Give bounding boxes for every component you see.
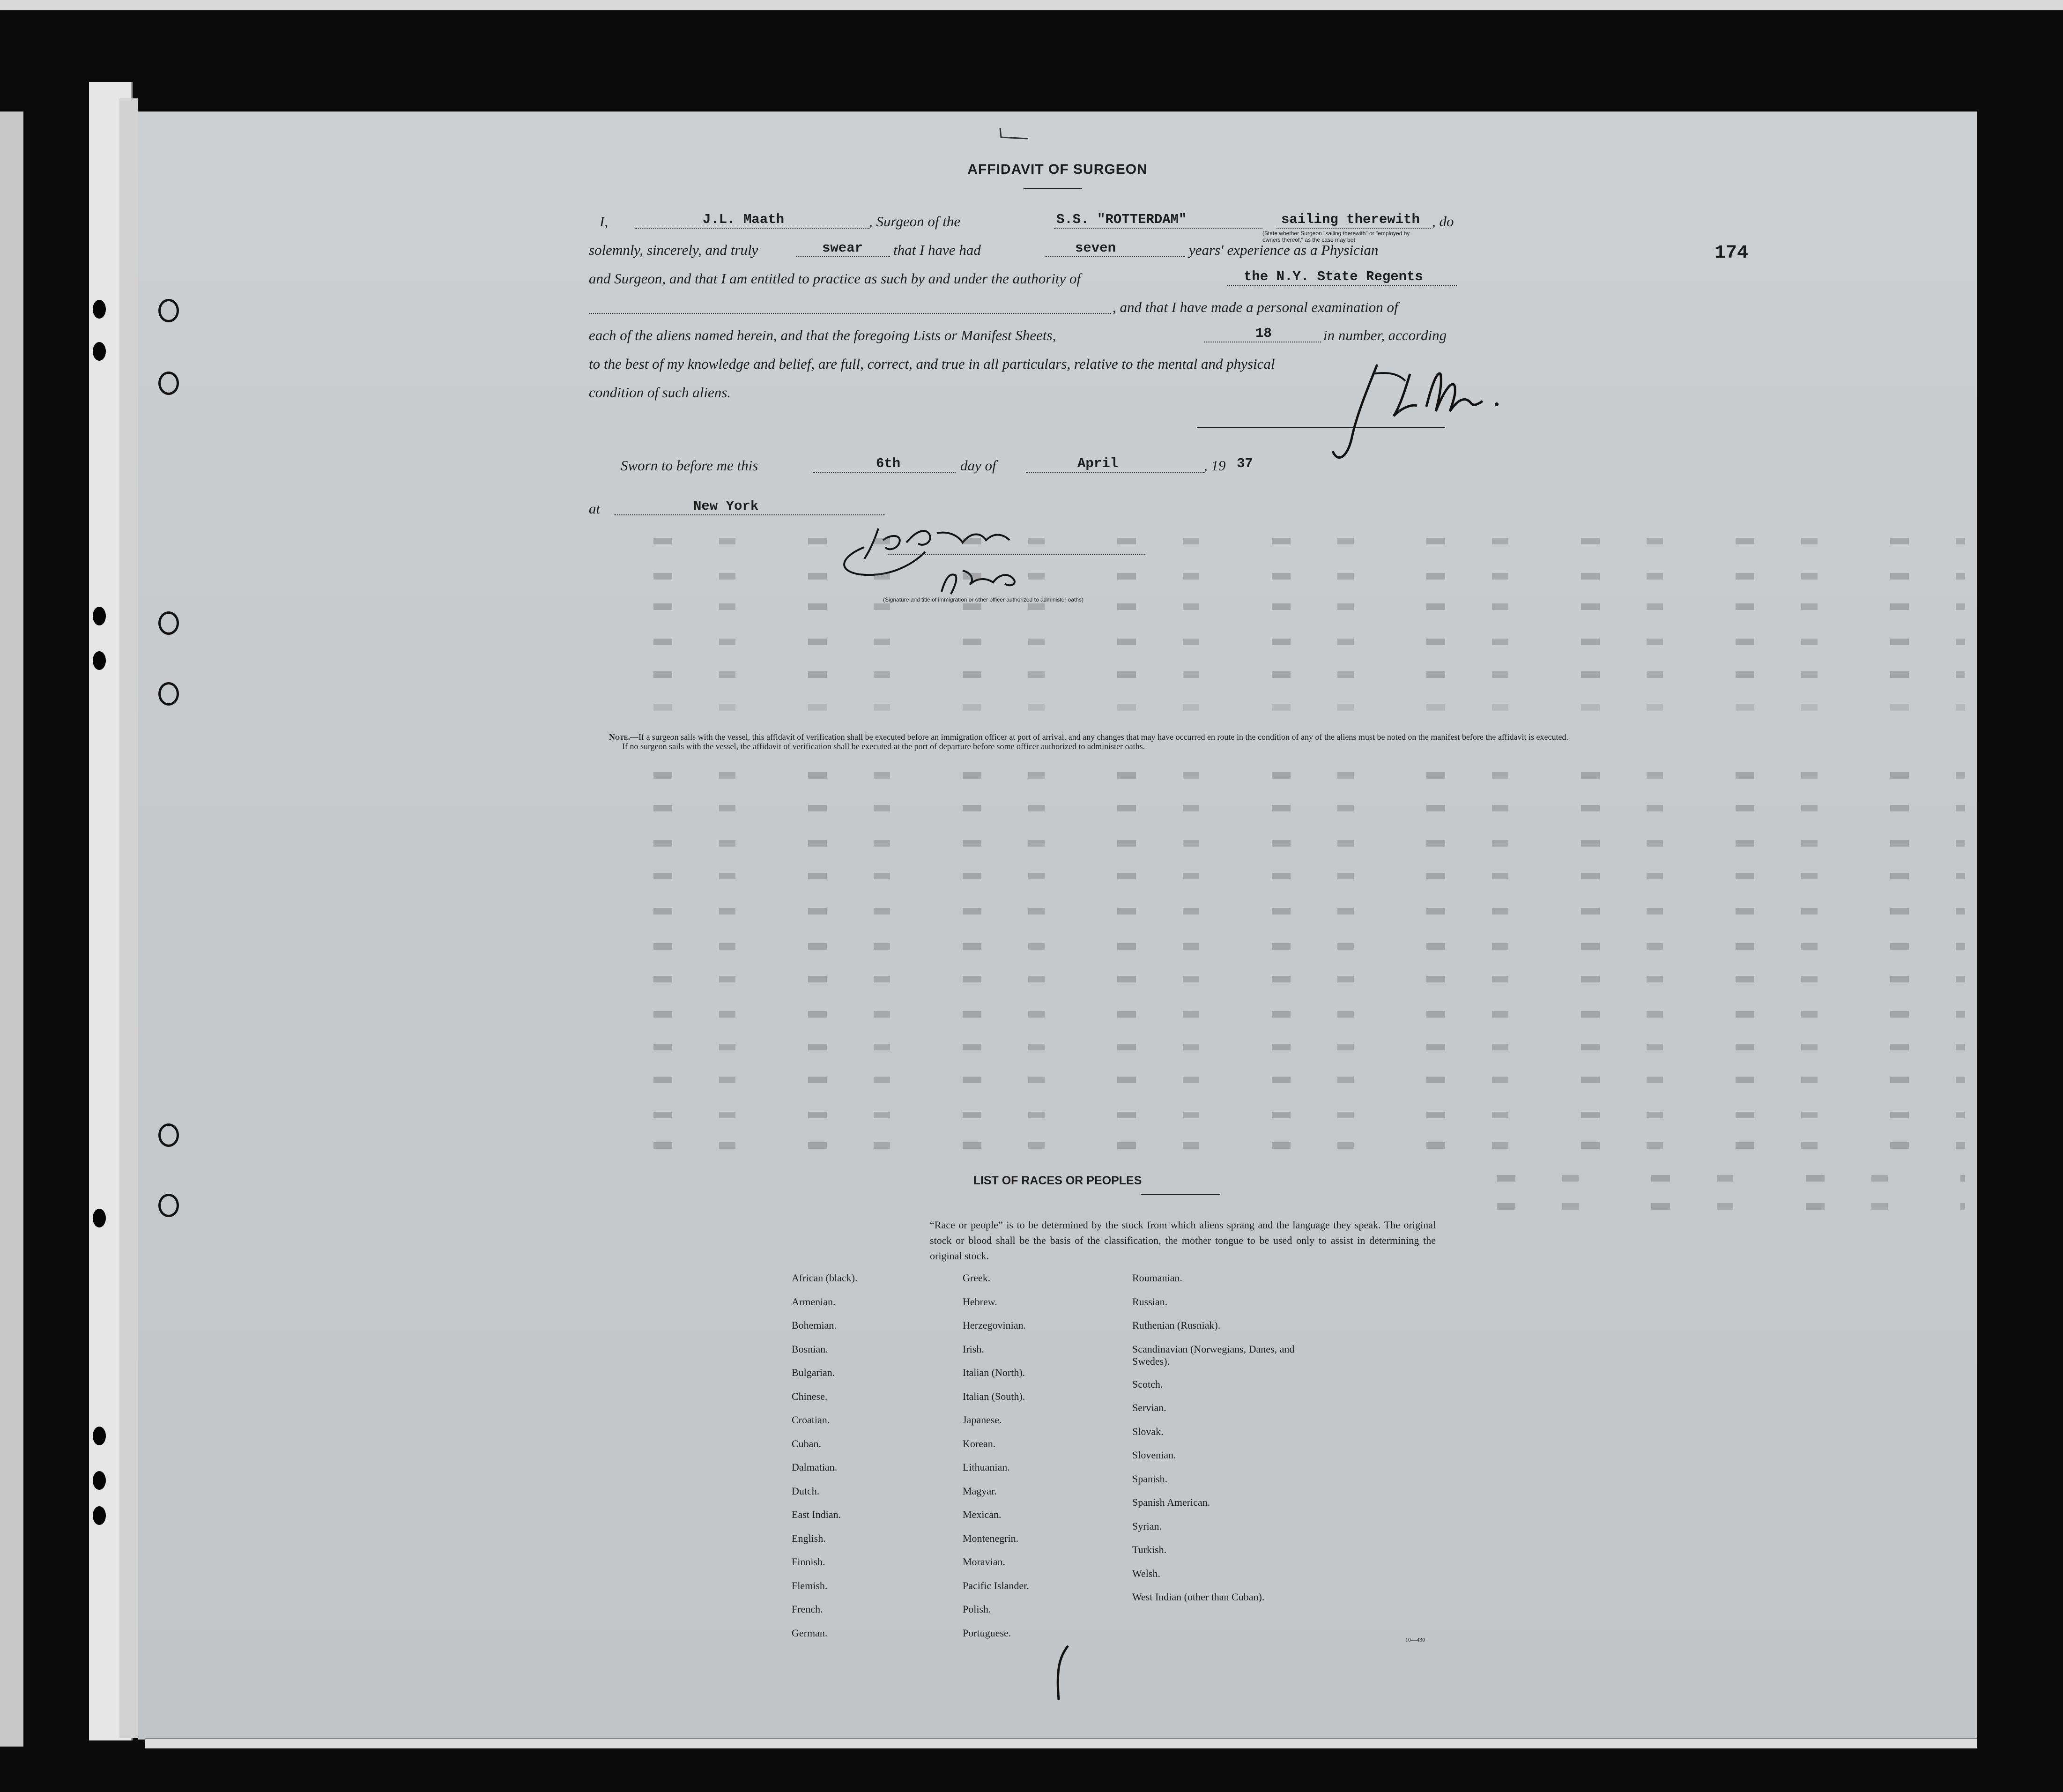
bleed-through-row: [653, 704, 1965, 711]
race-item: French.: [792, 1603, 823, 1615]
race-item: Mexican.: [963, 1509, 1002, 1520]
line6: to the best of my knowledge and belief, are full, correct, and true in all particulars, relative to the mental and physical: [589, 356, 1275, 372]
race-item: Ruthenian (Rusniak).: [1132, 1319, 1221, 1331]
surgeon-name-line: [635, 228, 869, 229]
race-item: Moravian.: [963, 1556, 1006, 1568]
line2-prefix: solemnly, sincerely, and truly: [589, 242, 758, 258]
race-item: East Indian.: [792, 1509, 841, 1520]
pen-mark: [1052, 1643, 1080, 1709]
at-prefix: at: [589, 500, 601, 517]
race-item: Magyar.: [963, 1485, 997, 1497]
officer-caption: (Signature and title of immigration or other officer authorized to administer oaths): [883, 596, 1083, 603]
punch-hole: [158, 682, 179, 706]
race-item: African (black).: [792, 1272, 858, 1284]
race-item: Croatian.: [792, 1414, 830, 1426]
binder-hole-dark: [93, 1471, 106, 1490]
race-item: Scotch.: [1132, 1378, 1163, 1390]
bleed-through-row: [653, 943, 1965, 950]
line1-mid: , Surgeon of the: [869, 213, 961, 230]
scan-top-border: [0, 0, 2063, 10]
officer-signature-graphic: [817, 514, 1155, 599]
years-experience: seven: [1075, 240, 1116, 256]
bleed-through-row: [653, 772, 1965, 779]
vessel-name: S.S. "ROTTERDAM": [1056, 212, 1187, 227]
line2-mid: that I have had: [893, 242, 981, 258]
punch-hole: [158, 611, 179, 635]
races-column-2: [963, 1272, 1029, 1651]
line4-suffix: , and that I have made a personal examination of: [1113, 299, 1398, 315]
note-label: Note.: [609, 732, 630, 742]
race-item: Greek.: [963, 1272, 991, 1284]
race-item: Italian (South).: [963, 1390, 1025, 1402]
bleed-through-row: [653, 805, 1965, 811]
race-item: Korean.: [963, 1437, 996, 1450]
binder-hole-dark: [93, 1427, 106, 1445]
oath-line: [796, 256, 890, 257]
adjacent-page-strip: [0, 112, 23, 1747]
race-item: Herzegovinian.: [963, 1319, 1026, 1331]
bleed-through-row: [653, 538, 1965, 544]
bleed-through-row: [653, 873, 1965, 879]
binder-hole-dark: [93, 607, 106, 625]
affidavit-title: AFFIDAVIT OF SURGEON: [967, 162, 1148, 177]
bleed-through-row: [653, 1011, 1965, 1018]
pen-mark: [995, 126, 1038, 144]
bleed-through-row: [653, 639, 1965, 645]
binder-edge: [119, 98, 138, 1738]
bleed-through-row: [653, 976, 1965, 982]
race-item: Polish.: [963, 1603, 991, 1615]
sworn-day: 6th: [876, 456, 901, 471]
races-intro: “Race or people” is to be determined by the stock from which aliens sprang and the language they speak. The original stock or blood shall be the basis of the classification, the mother tongue to be used only to assist in determining the original stock.: [930, 1219, 1436, 1262]
race-item: Bohemian.: [792, 1319, 837, 1331]
bleed-through-row: [1497, 1203, 1965, 1210]
race-item: Servian.: [1132, 1402, 1166, 1413]
binder-hole-dark: [93, 1209, 106, 1227]
race-item: Flemish.: [792, 1579, 828, 1591]
surgeon-signature-line: [1197, 427, 1445, 428]
race-item: Syrian.: [1132, 1520, 1162, 1532]
sailing-note: (State whether Surgeon "sailing therewith" or "employed by owners thereof," as the case may be): [1262, 230, 1410, 243]
bleed-through-row: [653, 1077, 1965, 1083]
race-item: Portuguese.: [963, 1627, 1011, 1639]
race-item: West Indian (other than Cuban).: [1132, 1591, 1265, 1603]
title-rule: [1024, 188, 1082, 189]
vessel-line: [1054, 228, 1262, 229]
line7: condition of such aliens.: [589, 384, 731, 401]
sworn-day-line: [813, 472, 956, 473]
bleed-through-row: [653, 1112, 1965, 1118]
surgeon-name: J.L. Maath: [703, 212, 785, 227]
race-item: German.: [792, 1627, 828, 1639]
race-item: Pacific Islander.: [963, 1579, 1029, 1591]
bleed-through-row: [653, 1142, 1965, 1149]
bleed-through-row: [653, 908, 1965, 915]
page-number: 174: [1714, 243, 1749, 264]
race-item: Russian.: [1132, 1295, 1168, 1308]
races-list-rule: [1141, 1194, 1220, 1195]
sworn-prefix: Sworn to before me this: [621, 457, 758, 474]
race-item: Scandinavian (Norwegians, Danes, and Swedes).: [1132, 1343, 1295, 1367]
sworn-place: New York: [693, 498, 759, 514]
authority-continuation-line: [589, 313, 1111, 314]
races-column-1: [792, 1272, 857, 1651]
line3-prefix: and Surgeon, and that I am entitled to practice as such by and under the authority of: [589, 270, 1081, 287]
oath-word: swear: [822, 240, 863, 256]
race-item: Japanese.: [963, 1414, 1002, 1426]
race-item: Slovenian.: [1132, 1449, 1176, 1461]
race-item: Roumanian.: [1132, 1272, 1182, 1284]
race-item: Spanish.: [1132, 1472, 1168, 1485]
bleed-through-row: [653, 671, 1965, 678]
form-number: 10—430: [1405, 1636, 1425, 1643]
binder-hole-dark: [93, 1506, 106, 1525]
line5-prefix: each of the aliens named herein, and that the foregoing Lists or Manifest Sheets,: [589, 327, 1056, 343]
race-item: Slovak.: [1132, 1425, 1164, 1437]
sworn-month-line: [1026, 472, 1204, 473]
race-item: Cuban.: [792, 1437, 821, 1450]
sworn-month: April: [1077, 456, 1119, 471]
officer-signature-line: [888, 554, 1145, 555]
binder-hole-dark: [93, 300, 106, 319]
race-item: Welsh.: [1132, 1567, 1160, 1579]
race-item: Dalmatian.: [792, 1461, 838, 1473]
authority: the N.Y. State Regents: [1244, 269, 1423, 284]
manifest-sheets: 18: [1255, 326, 1272, 341]
race-item: Italian (North).: [963, 1367, 1025, 1378]
authority-line: [1227, 285, 1457, 286]
binder-hole-dark: [93, 342, 106, 361]
race-item: Turkish.: [1132, 1544, 1167, 1555]
sailing-status-line: [1276, 228, 1431, 229]
race-item: Hebrew.: [963, 1295, 997, 1308]
race-item: Bulgarian.: [792, 1367, 835, 1378]
line1-suffix: , do: [1432, 213, 1454, 230]
document-page: [138, 112, 1977, 1740]
sworn-year-prefix: , 19: [1204, 457, 1226, 474]
punch-hole: [158, 299, 179, 322]
races-column-3: [1132, 1272, 1301, 1626]
bleed-through-row: [653, 1044, 1965, 1050]
affidavit-note: [609, 732, 1640, 751]
punch-hole: [158, 372, 179, 395]
binder-hole-dark: [93, 651, 106, 670]
line2-suffix: years' experience as a Physician: [1189, 242, 1379, 258]
sailing-status: sailing therewith: [1281, 212, 1420, 227]
surgeon-signature-graphic: [1276, 346, 1520, 468]
race-item: Dutch.: [792, 1485, 820, 1497]
punch-hole: [158, 1123, 179, 1147]
race-item: Armenian.: [792, 1295, 836, 1308]
race-item: English.: [792, 1532, 826, 1544]
note-text-1: —If a surgeon sails with the vessel, this affidavit of verification shall be executed before an immigration officer at port of arrival, and any changes that may have occurred en route in the condition of any of the aliens must be noted on the manifest before the affidavit is executed.: [630, 732, 1568, 742]
bleed-through-row: [653, 840, 1965, 847]
races-list-title: LIST OF RACES OR PEOPLES: [973, 1174, 1142, 1187]
race-item: Spanish American.: [1132, 1496, 1210, 1508]
race-item: Finnish.: [792, 1556, 825, 1568]
line5-suffix: in number, according: [1323, 327, 1447, 343]
line1-prefix: I,: [600, 213, 609, 230]
page-bottom-edge: [145, 1738, 1977, 1748]
years-line: [1045, 256, 1185, 257]
bleed-through-row: [653, 603, 1965, 610]
sworn-year: 37: [1237, 456, 1253, 471]
race-item: Chinese.: [792, 1390, 828, 1402]
race-item: Irish.: [963, 1343, 984, 1355]
punch-hole: [158, 1194, 179, 1217]
bleed-through-row: [653, 573, 1965, 580]
race-item: Lithuanian.: [963, 1461, 1010, 1473]
race-item: Montenegrin.: [963, 1532, 1019, 1544]
sworn-mid: day of: [960, 457, 996, 474]
race-item: Bosnian.: [792, 1343, 828, 1355]
note-text-2: If no surgeon sails with the vessel, the affidavit of verification shall be executed at the port of departure before some officer authorized to administer oaths.: [622, 742, 1145, 751]
